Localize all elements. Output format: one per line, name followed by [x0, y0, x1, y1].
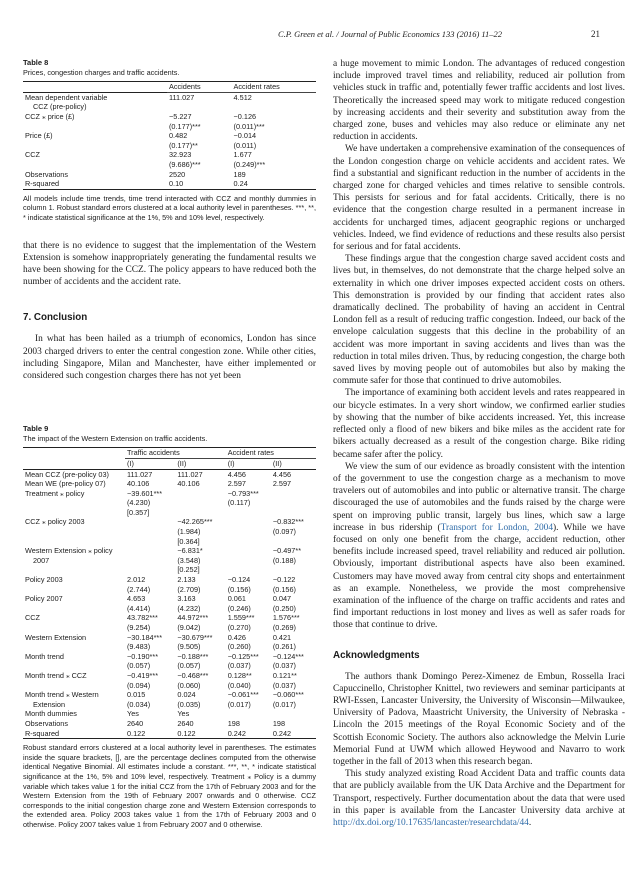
table-cell: 4.653	[127, 594, 146, 604]
table-cell: (0.177)***	[169, 121, 201, 131]
body-paragraph: a huge movement to mimic London. The advantages of reduced congestion include improved travel times and reliability, reduced air pollution from vehicles stuck in traffic and, potentially fewer traffic accidents and lost lives. Theoretically the increased speed may work to mitigate reduced congestion by increasing accidents and their severity and substitution away from the charged zone, buses and vehicles may also reduce or eliminate any net reduction in accidents.	[333, 59, 625, 143]
paragraph-text: .	[528, 817, 532, 828]
table-cell: 0.24	[233, 179, 248, 189]
table-cell: (0.156)	[227, 584, 251, 594]
table-cell: (0.269)	[272, 623, 296, 632]
table-8-row	[23, 179, 316, 189]
table-cell: (3.548)	[177, 555, 201, 565]
table-9-row	[23, 585, 316, 595]
table-9-row	[23, 661, 316, 671]
paragraph-text: We view the sum of our evidence as broadly consistent with the intention of the government to use the congestion charge as a mechanism to move travelers out of automobiles and into public or alternative transit. The charge discouraged the use of automobiles and the funds raised by the charge were spent on improving public transit, largely bus lines, which saw a large increase in bus ridership (	[333, 461, 625, 533]
table-cell: [0.364]	[177, 536, 200, 546]
table-cell: [0.357]	[127, 507, 150, 517]
table-cell: −0.190***	[127, 651, 159, 661]
table-cell: (1.984)	[177, 527, 201, 537]
table-9-row	[23, 508, 316, 518]
row-label: Observations	[25, 169, 68, 179]
row-label	[23, 623, 125, 633]
table-cell: (0.034)	[127, 699, 151, 709]
table-cell: 0.024	[177, 690, 196, 700]
table-cell: (0.270)	[227, 623, 251, 632]
table-cell: 32.923	[169, 150, 192, 160]
table-9-col-header: (II)	[177, 458, 187, 468]
table-cell: 2.133	[177, 575, 196, 585]
table-9-row	[23, 642, 316, 652]
table-cell: (9.483)	[127, 642, 151, 652]
table-cell: (4.414)	[127, 603, 151, 613]
body-paragraph: We have undertaken a comprehensive examination of the consequences of the London congestion charge on vehicle accidents and accident rates. We find a substantial and significant reduction in the number of accidents in the charged zone for charged vehicles and times relative to sensible controls. This persists for serious and for fatal accidents. Critically, there is no evidence that the congestion charge resulted in a permanent increase in accidents for uncharged times, adjacent geographic regions or uncharged vehicles. Indeed, we find evidence of reductions and these results also persist for serious and for fatal accidents.	[333, 144, 625, 253]
citation-link[interactable]: Transport for London, 2004	[440, 522, 554, 533]
body-paragraph: These findings argue that the congestion charge saved accident costs and lives but, in themselves, do not demonstrate that the charge helped solve an externality in which one driver imposes expected accident costs on others. This demonstration is provided by our finding that accident rates also dramatically declined. The probability of having an accident in Central London fell as a result of reducing traffic congestion. Indeed, our back of the envelope calculation suggests that this decline in the probability of an accident was more important in saving accidents and lives than was the reduction in total miles driven. Thus, by reducing congestion, the charge both saved lives by moving people out of automobiles but also by making the commute safer for those that continued to drive automobiles.	[333, 254, 625, 387]
table-cell	[175, 508, 225, 518]
row-label: Month dummies	[25, 709, 77, 719]
table-9-notes: Robust standard errors clustered at a local authority level in parentheses. The estimates inside the square brackets, [], are the percentage declines computed from the otherwise identical Negative Binomial. All estimates include a constant. ***, **, * indicate statistical significance at the 1%, 5% and 10% level, respectively. Treatment ⁎ Policy is a dummy variable which takes value 1 for the initial CCZ from the 17th of February 2003 and for the Western Extension from the 19th of February 2007 onwards and 0 otherwise. CCZ corresponds to the initial congestion charge zone and Western Extension corresponds to the extended area. Policy 2003 takes value 1 from the 17th of February 2003 and 0 otherwise. Policy 2007 takes value 1 from February 2007 and 0 otherwise.	[23, 743, 316, 829]
table-cell: 111.027	[127, 469, 153, 479]
table-cell: 4.456	[272, 469, 292, 479]
table-9-row	[23, 469, 316, 479]
table-cell: (0.037)	[272, 680, 296, 690]
table-cell: (0.261)	[272, 642, 296, 652]
table-cell: −0.060***	[272, 690, 304, 700]
table-cell	[271, 565, 316, 575]
left-column	[23, 58, 316, 829]
table-9-row	[23, 613, 316, 623]
table-cell: (0.011)	[233, 140, 257, 150]
table-cell: (0.035)	[177, 699, 201, 709]
table-9-row	[23, 575, 316, 585]
row-label: Price (£)	[25, 131, 53, 141]
row-label: CCZ	[25, 150, 40, 160]
table-8-number: Table 8	[23, 58, 49, 67]
body-paragraph: In what has been hailed as a triumph of economics, London has since 2003 charged drivers to enter the central congestion zone. While other cities, including Singapore, Milan and Manchester, have either implemented or considered such congestion charges there has not yet been	[23, 334, 316, 381]
row-label: Policy 2003	[25, 575, 63, 585]
table-cell: (0.246)	[227, 603, 251, 613]
table-cell: −0.124***	[272, 651, 304, 661]
table-cell	[226, 709, 271, 719]
table-8-body	[23, 92, 316, 189]
body-paragraph	[333, 768, 625, 829]
table-cell: (4.230)	[127, 498, 151, 508]
table-9-row	[23, 479, 316, 489]
table-9-row	[23, 652, 316, 662]
table-cell: (0.260)	[227, 642, 251, 652]
table-9-group-header: Accident rates	[226, 448, 316, 459]
table-9-row	[23, 623, 316, 633]
table-cell: 2.597	[272, 479, 292, 489]
table-cell: −0.497**	[272, 546, 302, 556]
table-cell: 198	[272, 718, 286, 728]
table-cell: 0.122	[127, 728, 146, 738]
table-cell: 198	[227, 718, 240, 728]
row-label: Policy 2007	[25, 594, 63, 604]
table-cell: 111.027	[177, 469, 203, 479]
table-9-group-header: Traffic accidents	[125, 448, 226, 459]
table-cell: 4.456	[227, 469, 246, 479]
table-cell: −39.601***	[127, 488, 163, 498]
row-label	[23, 642, 125, 652]
running-header	[0, 29, 640, 43]
table-9-row	[23, 527, 316, 537]
table-9-body	[23, 469, 316, 739]
body-paragraph	[333, 461, 625, 632]
table-cell: (0.156)	[272, 584, 296, 594]
table-cell: (0.177)**	[169, 140, 198, 150]
table-cell: (0.117)	[227, 498, 251, 508]
table-9-col-header: (I)	[127, 458, 134, 468]
table-cell: (9.254)	[127, 623, 151, 632]
table-9-row	[23, 671, 316, 681]
table-9-row	[23, 498, 316, 508]
table-cell	[226, 537, 271, 547]
table-cell	[226, 527, 271, 537]
table-cell	[125, 565, 175, 575]
row-label	[23, 604, 125, 614]
table-cell: 43.782***	[127, 613, 158, 623]
table-cell: (2.709)	[177, 584, 201, 594]
table-9-row	[23, 719, 316, 729]
table-cell	[271, 508, 316, 518]
table-cell: 0.426	[227, 632, 246, 642]
table-cell: 0.242	[272, 728, 292, 738]
table-8-title: Prices, congestion charges and traffic accidents.	[23, 67, 180, 77]
row-label: R-squared	[25, 179, 60, 189]
table-cell: −0.122	[272, 575, 296, 585]
row-label	[23, 508, 125, 518]
table-cell: −5.227	[169, 111, 192, 121]
table-cell: 0.242	[227, 728, 246, 738]
table-cell: (9.505)	[177, 642, 201, 652]
table-cell: 0.482	[169, 131, 188, 141]
table-cell: 40.106	[177, 479, 200, 489]
journal-citation: C.P. Green et al. / Journal of Public Economics 133 (2016) 11–22	[277, 29, 503, 39]
table-9-row	[23, 565, 316, 575]
table-9-row	[23, 489, 316, 499]
paragraph-text: ). While we have focused on only one benefit from the charge, accident reduction, other benefits include increased speed, travel reliability and reduced air pollution. Obviously, important distributional aspects have also been examined. Customers may have moved away from central city shops and entertainment as an example. Nonetheless, we provide the most comprehensive examination of the influence of the charge on traffic accidents and rates and find important reductions in lost money and lives as well as safer roads for those that continue to drive.	[333, 522, 625, 631]
table-9-row	[23, 537, 316, 547]
paragraph-text: This study analyzed existing Road Accident Data and traffic counts data that are publicly available from the UK Data Archive and the Department for Transport, respectively. Further documentation about the data that were used in this paper is available from the Lancaster University data archive at	[333, 769, 625, 816]
table-cell: −30.184***	[127, 632, 163, 642]
row-label	[23, 527, 125, 537]
table-cell	[175, 498, 225, 508]
table-cell: 40.106	[127, 479, 150, 489]
table-9-row	[23, 546, 316, 556]
table-cell: 2.597	[227, 479, 246, 489]
table-cell: −0.468***	[177, 670, 209, 680]
table-cell: (0.250)	[272, 603, 296, 613]
table-cell: −42.265***	[177, 517, 213, 527]
section-heading: 7. Conclusion	[23, 312, 88, 324]
row-label: R-squared	[25, 728, 60, 738]
row-label	[23, 681, 125, 691]
table-cell	[125, 556, 175, 566]
table-9-number: Table 9	[23, 424, 49, 434]
table-9-row	[23, 700, 316, 710]
table-cell: (0.017)	[272, 699, 296, 709]
table-cell: (9.042)	[177, 623, 201, 632]
table-cell: −0.419***	[127, 670, 159, 680]
table-cell	[226, 565, 271, 575]
table-9-row	[23, 681, 316, 691]
row-label	[23, 141, 167, 151]
table-cell: (0.011)***	[233, 121, 265, 131]
table-cell: −0.188***	[177, 651, 209, 661]
row-label: CCZ ⁎ price (£)	[25, 111, 75, 121]
table-cell	[226, 517, 271, 527]
table-cell: (0.188)	[272, 555, 296, 565]
row-label: CCZ	[25, 613, 40, 623]
table-8-row	[23, 122, 316, 132]
table-cell: (0.097)	[272, 527, 296, 537]
table-cell: (0.037)	[227, 661, 251, 671]
table-cell: (0.060)	[177, 680, 201, 690]
table-cell: (0.057)	[177, 661, 201, 671]
table-cell: −0.793***	[227, 488, 259, 498]
table-cell	[224, 102, 316, 112]
row-label: CCZ (pre-policy)	[33, 102, 87, 112]
row-label: Month trend ⁎ Western	[25, 690, 99, 700]
table-cell: (4.232)	[177, 603, 201, 613]
table-cell: −0.126	[233, 111, 257, 121]
body-paragraph: The authors thank Domingo Perez-Ximenez de Embun, Rossella Iraci Capuccinello, Christopher Knittel, two reviewers and seminar participants at RWI-Essen, Lancaster University, the University of Wisconsin—Milwaukee, University of Padova, Maastricht University, the University of Nebraska - Lincoln the 2015 meetings of the Royal Economic Society and of the Scottish Economic Society. The authors also acknowledge the Melvin Lurie Memorial Fund at UWM which allowed Heywood and Navarro to work together in the fall of 2013 when this research began.	[333, 671, 625, 767]
table-cell: 0.421	[272, 632, 292, 642]
row-label: CCZ ⁎ policy 2003	[25, 517, 85, 527]
table-cell: 2.012	[127, 575, 146, 585]
table-cell: −0.832***	[272, 517, 304, 527]
table-cell: 0.128**	[227, 670, 252, 680]
table-cell: 4.512	[233, 92, 252, 102]
table-cell: Yes	[127, 709, 139, 719]
table-cell	[271, 489, 316, 499]
table-9-grid	[23, 447, 316, 739]
table-8-grid	[23, 81, 316, 190]
table-cell: 189	[233, 169, 246, 179]
table-8	[23, 58, 316, 223]
row-label: Mean WE (pre-policy 07)	[25, 479, 106, 489]
table-cell	[175, 489, 225, 499]
table-cell: 0.061	[227, 594, 246, 604]
table-cell: [0.252]	[177, 565, 200, 575]
table-cell: −0.124	[227, 575, 251, 585]
table-cell: 2520	[169, 169, 186, 179]
table-cell: 0.10	[169, 179, 184, 189]
table-9-row	[23, 556, 316, 566]
table-cell: 1.677	[233, 150, 252, 160]
table-cell: (0.017)	[227, 699, 251, 709]
table-cell	[226, 546, 271, 556]
table-cell	[167, 102, 224, 112]
table-cell: 1.576***	[272, 613, 300, 623]
table-9-row	[23, 594, 316, 604]
table-9-row	[23, 633, 316, 643]
row-label	[23, 498, 125, 508]
table-cell: 111.027	[169, 92, 195, 102]
row-label: Western Extension ⁎ policy	[25, 546, 113, 556]
table-cell: −0.061***	[227, 690, 259, 700]
row-label	[23, 160, 167, 170]
table-cell: (9.686)***	[169, 159, 201, 169]
table-cell: 2640	[177, 718, 194, 728]
row-label: Western Extension	[25, 632, 87, 642]
table-cell: 0.015	[127, 690, 146, 700]
table-cell: (2.744)	[127, 584, 151, 594]
table-cell: −6.831*	[177, 546, 203, 556]
body-paragraph: The importance of examining both accident levels and rates reappeared in our bicycle estimates. In a very short window, we confirmed earlier studies by showing that the number of bike accidents increased. Yet, this increase reflected only a flood of new bikers and bike miles as the accident rate for bikers actually decreased as a result of the congestion charge. Bike riding became safer after the policy.	[333, 388, 625, 460]
table-cell: Yes	[177, 709, 190, 719]
table-9-col-header: (I)	[227, 458, 235, 468]
table-cell: −0.014	[233, 131, 257, 141]
table-8-col-header: Accidents	[167, 82, 224, 93]
table-9-col-header: (II)	[272, 458, 282, 468]
row-label	[23, 661, 125, 671]
table-cell	[271, 498, 316, 508]
table-9	[23, 424, 316, 829]
table-cell: 3.163	[177, 594, 196, 604]
row-label: Observations	[25, 718, 68, 728]
table-cell: 1.559***	[227, 613, 255, 623]
table-cell	[125, 517, 175, 527]
table-8-col-header: Accident rates	[224, 82, 316, 93]
row-label: Treatment ⁎ policy	[25, 488, 85, 498]
table-cell: 44.972***	[177, 613, 209, 623]
table-8-row	[23, 141, 316, 151]
table-cell	[125, 546, 175, 556]
table-9-row	[23, 604, 316, 614]
table-8-row	[23, 170, 316, 180]
table-8-row	[23, 131, 316, 141]
table-8-row	[23, 112, 316, 122]
table-cell	[125, 537, 175, 547]
table-cell: −0.125***	[227, 651, 259, 661]
table-8-row	[23, 102, 316, 112]
table-cell: 2640	[127, 718, 144, 728]
table-cell	[226, 508, 271, 518]
table-8-row	[23, 150, 316, 160]
table-cell: (0.094)	[127, 680, 151, 690]
table-cell: (0.249)***	[233, 159, 266, 169]
table-9-title: The impact of the Western Extension on traffic accidents.	[23, 433, 208, 443]
row-label: 2007	[33, 555, 50, 565]
table-9-row	[23, 729, 316, 739]
row-label	[23, 537, 125, 547]
page-number: 21	[591, 29, 600, 39]
table-cell: 0.121**	[272, 670, 297, 680]
table-cell	[271, 709, 316, 719]
table-9-row	[23, 709, 316, 719]
table-cell	[226, 556, 271, 566]
body-paragraph: that there is no evidence to suggest that the implementation of the Western Extension is somehow inappropriately generating the fundamental results we have been showing for the CCZ. The policy appears to have reduced both the number of accidents and the accident rate.	[23, 240, 316, 288]
right-column	[333, 58, 625, 829]
table-8-row	[23, 92, 316, 102]
table-cell: −30.679***	[177, 632, 213, 642]
table-8-notes: All models include time trends, time trend interacted with CCZ and monthly dummies in column 1. Robust standard errors clustered at a local authority level in parentheses. ***, **, * indicate statistical significance at the 1%, 5% and 10% level, respectively.	[23, 193, 316, 222]
data-archive-link[interactable]: http://dx.doi.org/10.17635/lancaster/researchdata/44	[333, 817, 529, 828]
table-cell	[125, 527, 175, 537]
table-8-row	[23, 160, 316, 170]
row-label: Month trend ⁎ CCZ	[25, 670, 87, 680]
row-label: Extension	[33, 699, 66, 709]
row-label: Mean dependent variable	[25, 92, 108, 102]
table-cell	[271, 537, 316, 547]
table-9-row	[23, 517, 316, 527]
row-label	[23, 585, 125, 595]
table-cell: (0.040)	[227, 680, 251, 690]
table-cell: 0.122	[177, 728, 196, 738]
row-label: Mean CCZ (pre-policy 03)	[25, 469, 109, 479]
table-cell: (0.057)	[127, 661, 151, 671]
table-cell: (0.037)	[272, 661, 296, 671]
table-9-row	[23, 690, 316, 700]
acknowledgments-heading: Acknowledgments	[333, 649, 420, 661]
row-label: Month trend	[25, 651, 64, 661]
row-label	[23, 565, 125, 575]
table-cell: 0.047	[272, 594, 292, 604]
row-label	[23, 122, 167, 132]
